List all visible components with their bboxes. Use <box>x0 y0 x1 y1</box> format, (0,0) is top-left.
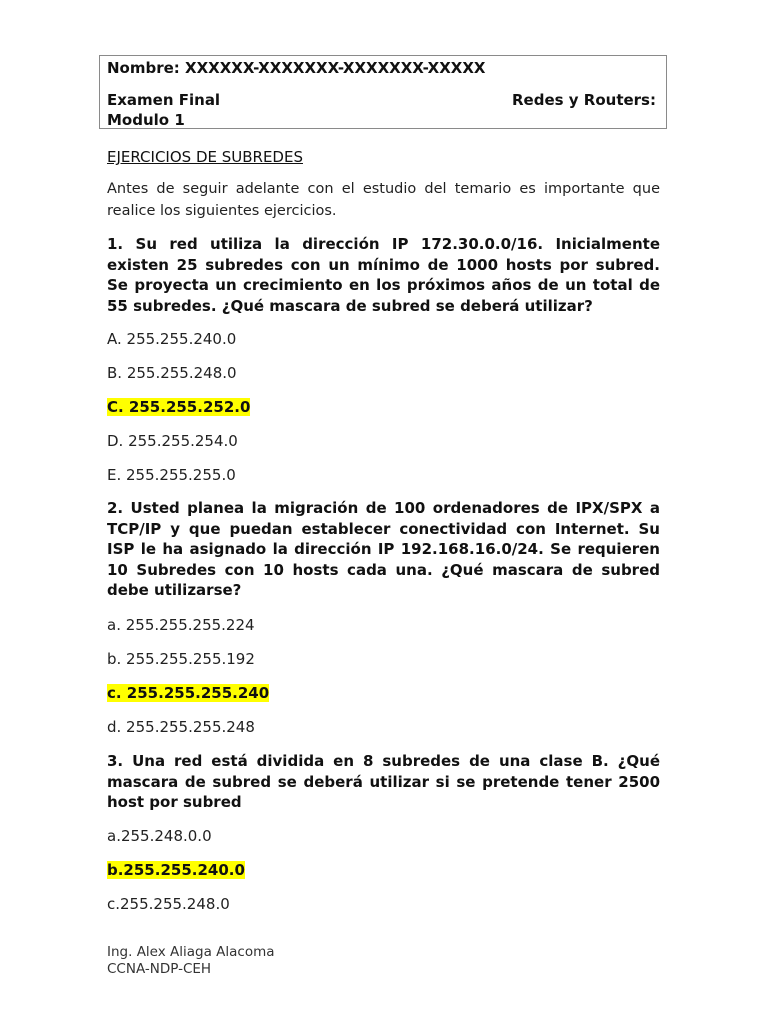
option-1d: D. 255.255.254.0 <box>107 432 238 450</box>
footer-author: Ing. Alex Aliaga Alacoma <box>107 944 275 960</box>
intro-paragraph: Antes de seguir adelante con el estudio del temario es importante que realice los siguientes ejercicios. <box>107 181 660 219</box>
question-3: 3. Una red está dividida en 8 subredes de una clase B. ¿Qué mascara de subred se deberá utilizar si se pretende tener 2500 host por subred <box>107 752 660 811</box>
option-1b: B. 255.255.248.0 <box>107 364 237 382</box>
question-2: 2. Usted planea la migración de 100 ordenadores de IPX/SPX a TCP/IP y que puedan establecer conectividad con Internet. Su ISP le ha asignado la dirección IP 192.168.16.0/24. Se requieren 10 Subredes con 10 hosts cada una. ¿Qué mascara de subred debe utilizarse? <box>107 499 660 599</box>
option-2d: d. 255.255.255.248 <box>107 718 255 736</box>
option-3b-correct: b.255.255.240.0 <box>107 861 245 879</box>
footer-certs: CCNA-NDP-CEH <box>107 961 212 977</box>
question-1: 1. Su red utiliza la dirección IP 172.30.0.0/16. Inicialmente existen 25 subredes con un mínimo de 1000 hosts por subred. Se proyecta un crecimiento en los próximos años de un total de 55 subredes. ¿Qué mascara de subred se deberá utilizar? <box>107 235 660 315</box>
exam-title: Examen Final <box>107 91 221 109</box>
section-title: EJERCICIOS DE SUBREDES <box>107 148 303 166</box>
course-title: Redes y Routers: <box>512 91 656 109</box>
header-box <box>99 55 667 129</box>
option-2b: b. 255.255.255.192 <box>107 650 255 668</box>
option-2c-correct: c. 255.255.255.240 <box>107 684 270 702</box>
option-1a: A. 255.255.240.0 <box>107 330 237 348</box>
option-2a: a. 255.255.255.224 <box>107 616 255 634</box>
option-1e: E. 255.255.255.0 <box>107 466 236 484</box>
student-name: Nombre: XXXXXX-XXXXXXX-XXXXXXX-XXXXX <box>107 59 486 77</box>
option-3c: c.255.255.248.0 <box>107 895 230 913</box>
option-1c-correct: C. 255.255.252.0 <box>107 398 251 416</box>
module-label: Modulo 1 <box>107 111 185 129</box>
option-3a: a.255.248.0.0 <box>107 827 212 845</box>
